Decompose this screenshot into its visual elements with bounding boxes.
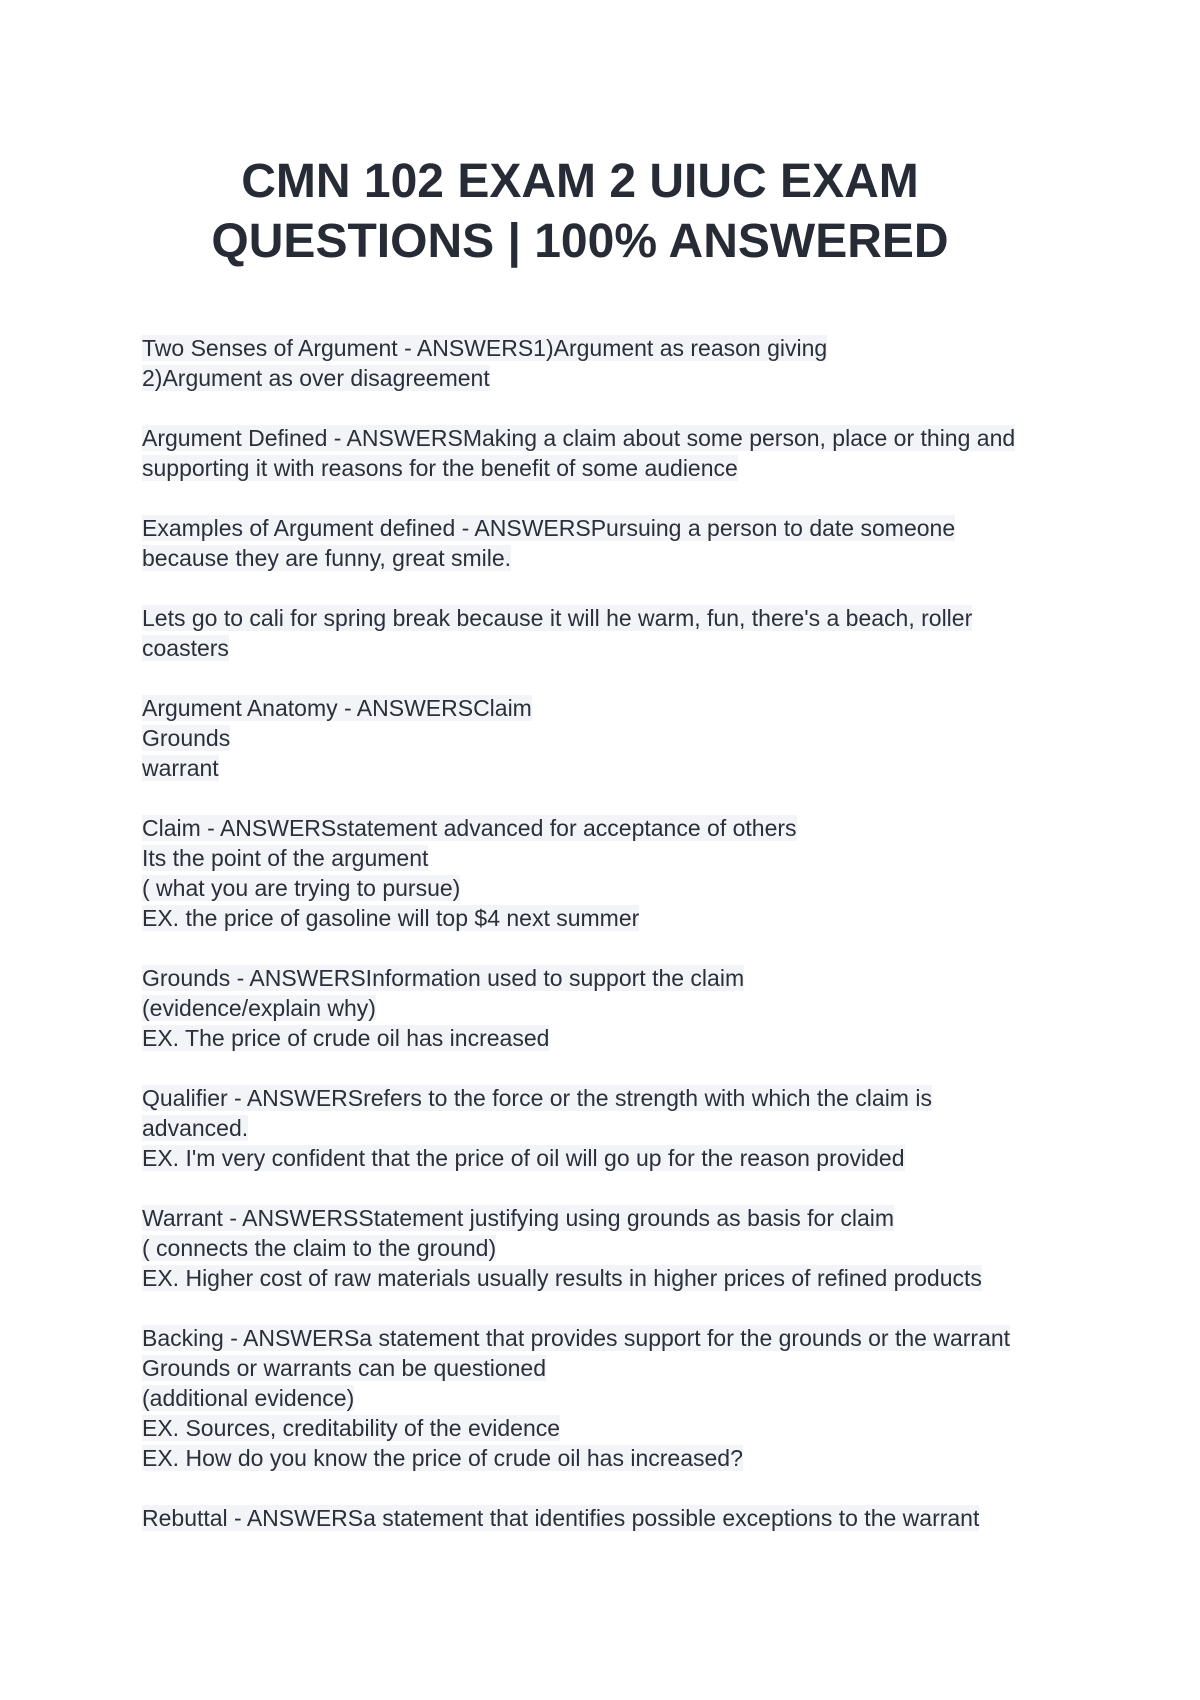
line-text: Backing - ANSWERSa statement that provides support for the grounds or the warrant [142, 1325, 1011, 1351]
line-text: EX. Higher cost of raw materials usually results in higher prices of refined products [142, 1265, 982, 1291]
line-text: Grounds [142, 725, 231, 751]
line-text: advanced. [142, 1115, 249, 1141]
line-text: Grounds or warrants can be questioned [142, 1355, 547, 1381]
qa-term-line [142, 813, 1062, 843]
line-text: EX. The price of crude oil has increased [142, 1025, 550, 1051]
qa-entry [142, 813, 1062, 933]
qa-answer-line [142, 1143, 1062, 1173]
line-text: warrant [142, 755, 219, 781]
line-text: (additional evidence) [142, 1385, 355, 1411]
qa-answer-line [142, 1383, 1062, 1413]
qa-term-line [142, 603, 1062, 633]
qa-entry [142, 513, 1062, 573]
qa-entry [142, 333, 1062, 393]
qa-answer-line [142, 453, 1062, 483]
title-line: QUESTIONS | 100% ANSWERED [211, 215, 949, 268]
document-title [140, 152, 1020, 272]
qa-answer-line [142, 903, 1062, 933]
qa-term-line [142, 693, 1062, 723]
qa-answer-line [142, 1443, 1062, 1473]
qa-term-line [142, 963, 1062, 993]
line-text: ( connects the claim to the ground) [142, 1235, 497, 1261]
qa-term-line [142, 423, 1062, 453]
line-text: EX. the price of gasoline will top $4 next summer [142, 905, 640, 931]
qa-entry [142, 603, 1062, 663]
qa-answer-line [142, 633, 1062, 663]
qa-term-line [142, 1503, 1062, 1533]
qa-entry [142, 963, 1062, 1053]
qa-entry [142, 1083, 1062, 1173]
qa-answer-line [142, 843, 1062, 873]
qa-answer-line [142, 363, 1062, 393]
line-text: supporting it with reasons for the benefit of some audience [142, 455, 738, 481]
line-text: Its the point of the argument [142, 845, 429, 871]
line-text: Examples of Argument defined - ANSWERSPursuing a person to date someone [142, 515, 956, 541]
qa-term-line [142, 1203, 1062, 1233]
qa-term-line [142, 1323, 1062, 1353]
qa-term-line [142, 1083, 1062, 1113]
qa-answer-line [142, 753, 1062, 783]
line-text: 2)Argument as over disagreement [142, 365, 490, 391]
qa-answer-line [142, 1263, 1062, 1293]
qa-term-line [142, 333, 1062, 363]
qa-entry [142, 423, 1062, 483]
line-text: EX. Sources, creditability of the evidence [142, 1415, 561, 1441]
qa-entry [142, 1503, 1062, 1533]
qa-answer-line [142, 543, 1062, 573]
qa-answer-line [142, 873, 1062, 903]
title-line: CMN 102 EXAM 2 UIUC EXAM [241, 155, 919, 208]
qa-entry [142, 1203, 1062, 1293]
line-text: coasters [142, 635, 229, 661]
qa-answer-line [142, 993, 1062, 1023]
line-text: EX. I'm very confident that the price of oil will go up for the reason provided [142, 1145, 905, 1171]
line-text: Warrant - ANSWERSStatement justifying using grounds as basis for claim [142, 1205, 895, 1231]
qa-answer-line [142, 723, 1062, 753]
qa-entry [142, 693, 1062, 783]
qa-answer-line [142, 1353, 1062, 1383]
line-text: Claim - ANSWERSstatement advanced for acceptance of others [142, 815, 797, 841]
qa-term-line [142, 513, 1062, 543]
line-text: Qualifier - ANSWERSrefers to the force or the strength with which the claim is [142, 1085, 932, 1111]
qa-answer-line [142, 1113, 1062, 1143]
line-text: Argument Anatomy - ANSWERSClaim [142, 695, 532, 721]
qa-list [142, 333, 1062, 1563]
line-text: Rebuttal - ANSWERSa statement that identifies possible exceptions to the warrant [142, 1505, 980, 1531]
line-text: Argument Defined - ANSWERSMaking a claim about some person, place or thing and [142, 425, 1016, 451]
line-text: Grounds - ANSWERSInformation used to support the claim [142, 965, 745, 991]
line-text: Two Senses of Argument - ANSWERS1)Argument as reason giving [142, 335, 828, 361]
line-text: because they are funny, great smile. [142, 545, 512, 571]
qa-answer-line [142, 1413, 1062, 1443]
line-text: Lets go to cali for spring break because it will he warm, fun, there's a beach, roller [142, 605, 973, 631]
qa-answer-line [142, 1023, 1062, 1053]
qa-entry [142, 1323, 1062, 1473]
line-text: ( what you are trying to pursue) [142, 875, 461, 901]
line-text: EX. How do you know the price of crude oil has increased? [142, 1445, 743, 1471]
qa-answer-line [142, 1233, 1062, 1263]
line-text: (evidence/explain why) [142, 995, 376, 1021]
